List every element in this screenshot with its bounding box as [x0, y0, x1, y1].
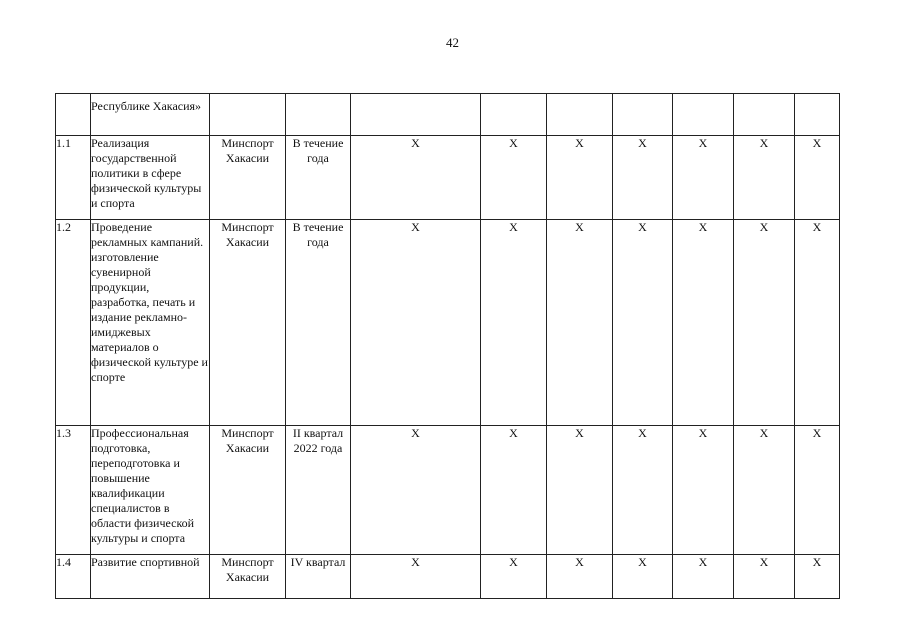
mark-cell: X: [795, 555, 840, 599]
mark-cell: X: [734, 136, 795, 220]
mark-cell: X: [795, 136, 840, 220]
task-name-cell: Реализация государственной политики в сфере физической культуры и спорта: [91, 136, 210, 220]
term-cell: IV квартал: [286, 555, 351, 599]
mark-cell: X: [547, 136, 613, 220]
mark-cell: X: [673, 555, 734, 599]
mark-cell: X: [481, 136, 547, 220]
mark-cell: X: [613, 426, 673, 555]
table-cell: [351, 94, 481, 136]
mark-cell: X: [351, 426, 481, 555]
table-row: [56, 555, 840, 599]
table-cell: [613, 94, 673, 136]
mark-cell: X: [673, 426, 734, 555]
mark-cell: X: [734, 220, 795, 426]
mark-cell: X: [481, 220, 547, 426]
mark-cell: X: [481, 426, 547, 555]
term-cell: В течение года: [286, 136, 351, 220]
mark-cell: X: [734, 555, 795, 599]
table-cell: [210, 94, 286, 136]
table-row: [56, 220, 840, 426]
mark-cell: X: [795, 220, 840, 426]
table-cell: [673, 94, 734, 136]
executor-cell: Минспорт Хакасии: [210, 555, 286, 599]
mark-cell: X: [351, 136, 481, 220]
mark-cell: X: [613, 555, 673, 599]
row-number: 1.2: [56, 220, 91, 426]
table-cell: [56, 94, 91, 136]
mark-cell: X: [351, 555, 481, 599]
mark-cell: X: [795, 426, 840, 555]
table-cell: [734, 94, 795, 136]
mark-cell: X: [673, 136, 734, 220]
mark-cell: X: [547, 426, 613, 555]
mark-cell: X: [547, 220, 613, 426]
executor-cell: Минспорт Хакасии: [210, 220, 286, 426]
row-number: 1.4: [56, 555, 91, 599]
table-cell: [481, 94, 547, 136]
mark-cell: X: [734, 426, 795, 555]
table-row: [56, 426, 840, 555]
term-cell: II квартал 2022 года: [286, 426, 351, 555]
mark-cell: X: [547, 555, 613, 599]
mark-cell: X: [613, 136, 673, 220]
task-name-cell: Проведение рекламных кампаний. изготовление сувенирной продукции, разработка, печать и издание рекламно-имиджевых материалов о физической культуре и спорте: [91, 220, 210, 426]
row-number: 1.3: [56, 426, 91, 555]
task-name-cell: Профессиональная подготовка, переподготовка и повышение квалификации специалистов в области физической культуры и спорта: [91, 426, 210, 555]
program-table: [55, 93, 840, 599]
mark-cell: X: [673, 220, 734, 426]
table-cell: [795, 94, 840, 136]
task-name-cell: Республике Хакасия»: [91, 94, 210, 136]
row-number: 1.1: [56, 136, 91, 220]
mark-cell: X: [351, 220, 481, 426]
task-name-cell: Развитие спортивной: [91, 555, 210, 599]
executor-cell: Минспорт Хакасии: [210, 426, 286, 555]
table-cell: [286, 94, 351, 136]
executor-cell: Минспорт Хакасии: [210, 136, 286, 220]
term-cell: В течение года: [286, 220, 351, 426]
page-number: 42: [446, 35, 459, 50]
mark-cell: X: [481, 555, 547, 599]
table-cell: [547, 94, 613, 136]
table-row: [56, 94, 840, 136]
table-row: [56, 136, 840, 220]
mark-cell: X: [613, 220, 673, 426]
